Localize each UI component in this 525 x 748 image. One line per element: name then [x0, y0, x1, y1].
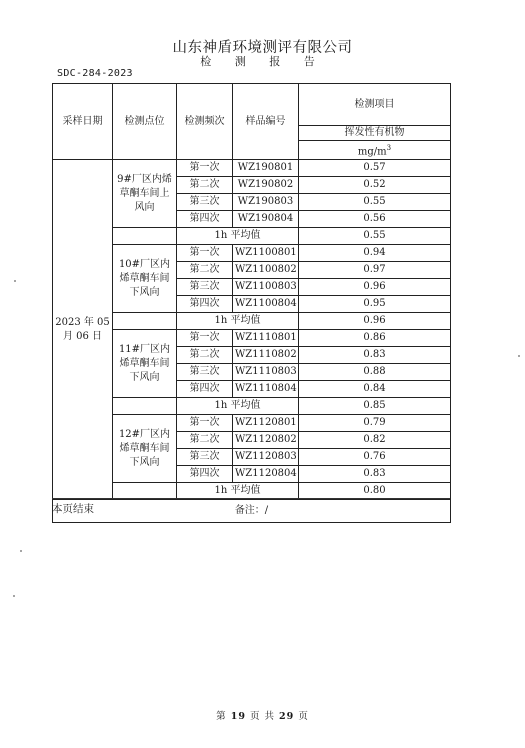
result-value-cell: 0.94: [299, 245, 451, 262]
blank-cell: [113, 228, 177, 245]
page-current: 19: [230, 711, 246, 722]
scan-speck: [14, 280, 16, 282]
unit-superscript: 3: [386, 144, 392, 152]
company-name: 山东神盾环境测评有限公司: [172, 40, 353, 56]
frequency-cell: 第二次: [177, 347, 233, 364]
result-value-cell: 0.97: [299, 262, 451, 279]
average-row: [53, 228, 451, 245]
average-label-cell: 1h 平均值: [177, 313, 299, 330]
page-end-text: 本页结束: [52, 503, 94, 515]
result-value-cell: 0.82: [299, 432, 451, 449]
header-unit: [299, 141, 451, 160]
result-value-cell: 0.79: [299, 415, 451, 432]
result-value-cell: 0.86: [299, 330, 451, 347]
scan-speck: [13, 595, 15, 597]
average-label-cell: 1h 平均值: [177, 228, 299, 245]
scan-speck: [20, 550, 22, 552]
frequency-cell: 第一次: [177, 160, 233, 177]
scan-speck: [518, 355, 520, 357]
header-test-item: 检测项目: [299, 84, 451, 126]
frequency-cell: 第二次: [177, 262, 233, 279]
page-divider: [52, 498, 450, 499]
remark-cell: 备注：/: [53, 500, 451, 523]
result-value-cell: 0.88: [299, 364, 451, 381]
average-label-cell: 1h 平均值: [177, 483, 299, 500]
sample-number-cell: WZ190804: [233, 211, 299, 228]
sample-number-cell: WZ1110802: [233, 347, 299, 364]
frequency-cell: 第三次: [177, 279, 233, 296]
remark-row: [53, 500, 451, 523]
sampling-date-cell: 2023 年 05 月 06 日: [53, 160, 113, 500]
frequency-cell: 第二次: [177, 432, 233, 449]
header-test-frequency: 检测频次: [177, 84, 233, 160]
average-value-cell: 0.55: [299, 228, 451, 245]
report-title: 检 测 报 告: [200, 55, 325, 68]
frequency-cell: 第一次: [177, 330, 233, 347]
page-prefix: 第: [216, 711, 227, 722]
test-point-cell: 10#厂区内 烯草酮车间 下风向: [113, 245, 177, 313]
average-value-cell: 0.85: [299, 398, 451, 415]
page-suffix: 页: [298, 711, 309, 722]
sample-number-cell: WZ1100804: [233, 296, 299, 313]
table-header-row: [53, 84, 451, 126]
frequency-cell: 第四次: [177, 381, 233, 398]
result-value-cell: 0.84: [299, 381, 451, 398]
frequency-cell: 第三次: [177, 194, 233, 211]
blank-cell: [113, 398, 177, 415]
header-substance: 挥发性有机物: [299, 126, 451, 141]
sample-number-cell: WZ1100802: [233, 262, 299, 279]
page-number: [0, 708, 525, 722]
sample-number-cell: WZ1110803: [233, 364, 299, 381]
test-results-table: [52, 83, 451, 523]
table-row: [53, 330, 451, 347]
frequency-cell: 第四次: [177, 296, 233, 313]
table-row: [53, 245, 451, 262]
frequency-cell: 第三次: [177, 449, 233, 466]
frequency-cell: 第一次: [177, 415, 233, 432]
page-total: 29: [279, 711, 295, 722]
frequency-cell: 第二次: [177, 177, 233, 194]
header-sample-number: 样品编号: [233, 84, 299, 160]
average-value-cell: 0.80: [299, 483, 451, 500]
sample-number-cell: WZ1120803: [233, 449, 299, 466]
result-value-cell: 0.52: [299, 177, 451, 194]
test-point-cell: 12#厂区内 烯草酮车间 下风向: [113, 415, 177, 483]
average-label-cell: 1h 平均值: [177, 398, 299, 415]
sample-number-cell: WZ1100803: [233, 279, 299, 296]
sample-number-cell: WZ1100801: [233, 245, 299, 262]
frequency-cell: 第四次: [177, 466, 233, 483]
sample-number-cell: WZ1110804: [233, 381, 299, 398]
unit-base: mg/m: [357, 146, 387, 158]
result-value-cell: 0.83: [299, 347, 451, 364]
average-row: [53, 398, 451, 415]
frequency-cell: 第三次: [177, 364, 233, 381]
result-value-cell: 0.96: [299, 279, 451, 296]
result-value-cell: 0.83: [299, 466, 451, 483]
table-row: [53, 415, 451, 432]
sample-number-cell: WZ1110801: [233, 330, 299, 347]
frequency-cell: 第一次: [177, 245, 233, 262]
sample-number-cell: WZ190803: [233, 194, 299, 211]
sample-number-cell: WZ1120801: [233, 415, 299, 432]
document-number: SDC-284-2023: [57, 68, 133, 79]
test-point-cell: 9#厂区内烯 草酮车间上 风向: [113, 160, 177, 228]
sample-number-cell: WZ190801: [233, 160, 299, 177]
header-test-point: 检测点位: [113, 84, 177, 160]
sample-number-cell: WZ1120804: [233, 466, 299, 483]
sample-number-cell: WZ190802: [233, 177, 299, 194]
result-value-cell: 0.55: [299, 194, 451, 211]
result-value-cell: 0.56: [299, 211, 451, 228]
header-sampling-date: 采样日期: [53, 84, 113, 160]
result-value-cell: 0.95: [299, 296, 451, 313]
average-row: [53, 313, 451, 330]
blank-cell: [113, 313, 177, 330]
sample-number-cell: WZ1120802: [233, 432, 299, 449]
result-value-cell: 0.57: [299, 160, 451, 177]
page-mid: 页 共: [249, 711, 276, 722]
frequency-cell: 第四次: [177, 211, 233, 228]
table-row: [53, 160, 451, 177]
test-point-cell: 11#厂区内 烯草酮车间 下风向: [113, 330, 177, 398]
average-value-cell: 0.96: [299, 313, 451, 330]
result-value-cell: 0.76: [299, 449, 451, 466]
